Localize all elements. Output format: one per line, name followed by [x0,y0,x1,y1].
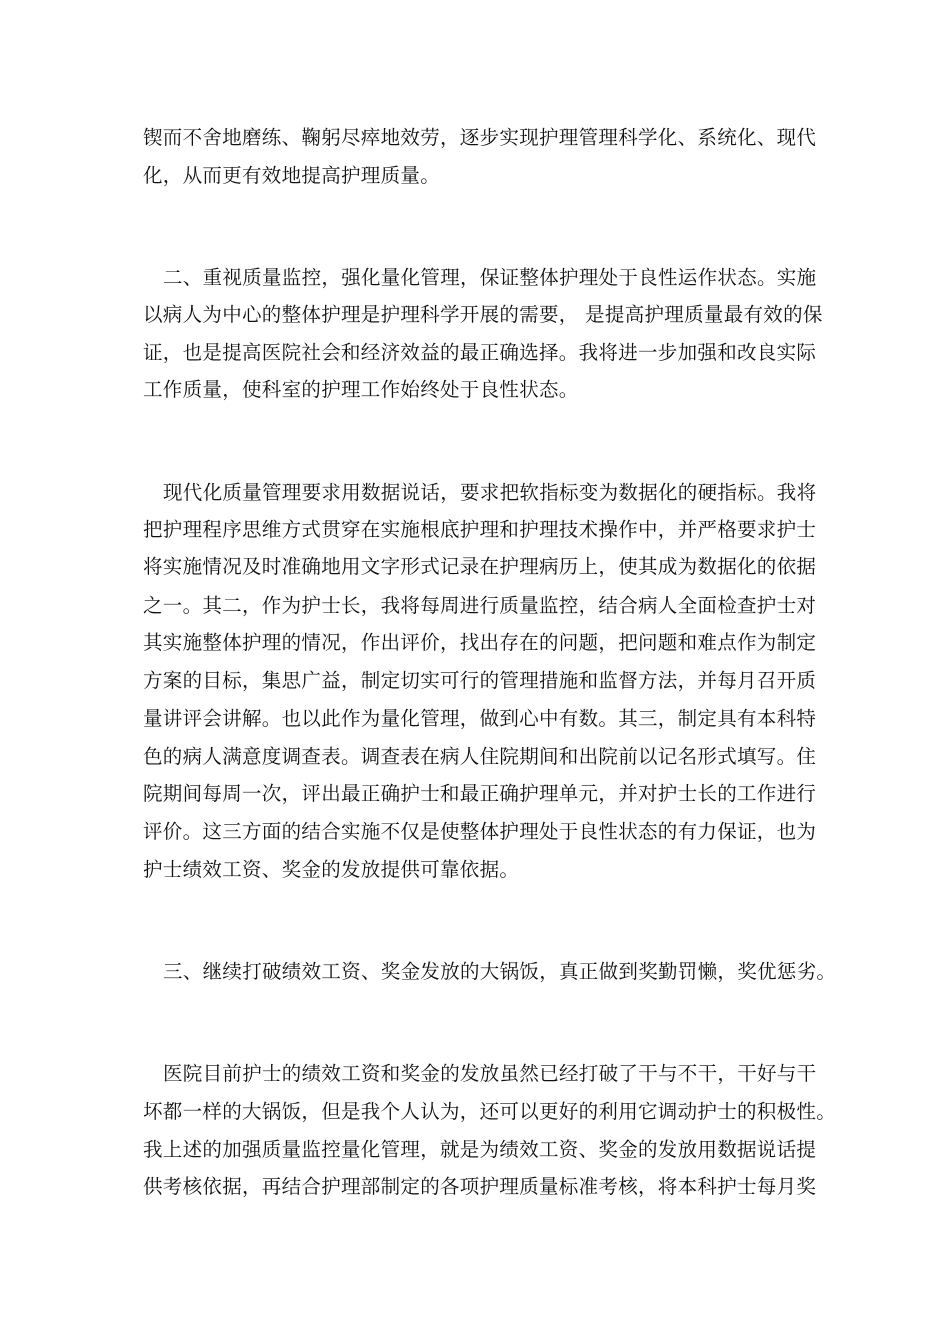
paragraph-start: 现代化质量管理要求用数据说话，要求把软指标变为数据化的硬指标。我将 [163,481,817,504]
text-line: 之一。其二，作为护士长，我将每周进行质量监控，结合病人全面检查护士对 [143,594,817,617]
section-heading-3: 三、继续打破绩效工资、奖金发放的大锅饭，真正做到奖勤罚懒，奖优惩劣。 [163,960,837,983]
text-line: 色的病人满意度调查表。调查表在病人住院期间和出院前以记名形式填写。住 [143,745,817,768]
paragraph-start: 医院目前护士的绩效工资和奖金的发放虽然已经打破了干与不干，干好与干 [163,1062,817,1085]
text-line: 锲而不舍地磨练、鞠躬尽瘁地效劳，逐步实现护理管理科学化、系统化、现代 [143,126,817,149]
text-line: 供考核依据，再结合护理部制定的各项护理质量标准考核，将本科护士每月奖 [143,1175,817,1198]
text-line: 把护理程序思维方式贯穿在实施根底护理和护理技术操作中，并严格要求护士 [143,518,817,541]
text-line: 证，也是提高医院社会和经济效益的最正确选择。我将进一步加强和改良实际 [143,341,817,364]
text-line: 护士绩效工资、奖金的发放提供可靠依据。 [143,858,520,881]
text-line: 量讲评会讲解。也以此作为量化管理，做到心中有数。其三，制定具有本科特 [143,707,817,730]
text-line: 化，从而更有效地提高护理质量。 [143,164,441,187]
text-line: 将实施情况及时准确地用文字形式记录在护理病历上，使其成为数据化的依据 [143,555,817,578]
text-line: 院期间每周一次，评出最正确护士和最正确护理单元，并对护士长的工作进行 [143,782,817,805]
section-heading-2: 二、重视质量监控，强化量化管理，保证整体护理处于良性运作状态。实施 [163,266,817,289]
text-line: 以病人为中心的整体护理是护理科学开展的需要， 是提高护理质量最有效的保 [143,303,823,326]
text-line: 方案的目标，集思广益，制定切实可行的管理措施和监督方法，并每月召开质 [143,669,817,692]
text-line: 工作质量，使科室的护理工作始终处于良性状态。 [143,378,579,401]
text-line: 其实施整体护理的情况，作出评价，找出存在的问题，把问题和难点作为制定 [143,631,817,654]
text-line: 坏都一样的大锅饭，但是我个人认为，还可以更好的利用它调动护士的积极性。 [143,1100,837,1123]
text-line: 评价。这三方面的结合实施不仅是使整体护理处于良性状态的有力保证，也为 [143,820,817,843]
text-line: 我上述的加强质量监控量化管理，就是为绩效工资、奖金的发放用数据说话提 [143,1138,817,1161]
